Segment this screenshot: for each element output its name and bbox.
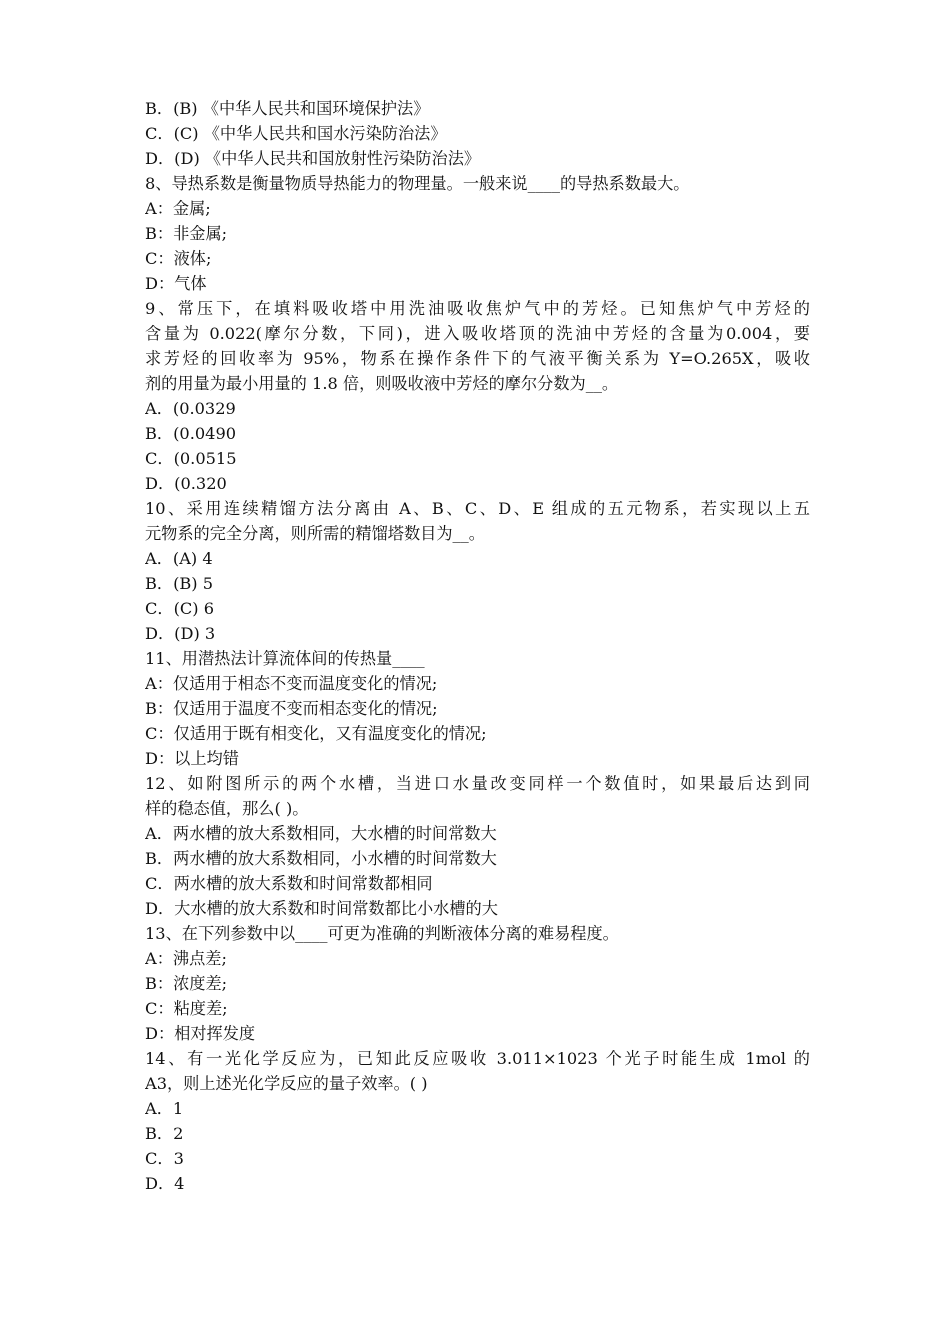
answer-option: C．(C) 《中华人民共和国水污染防治法》 [145, 124, 447, 143]
document-page [145, 96, 810, 1196]
answer-option: D：以上均错 [145, 749, 239, 768]
answer-option: A：金属; [145, 199, 211, 218]
answer-option: D．4 [145, 1174, 185, 1193]
answer-option: C：仅适用于既有相变化，又有温度变化的情况; [145, 724, 487, 743]
answer-option: A．(A) 4 [145, 549, 213, 568]
answer-option: D．(0.320 [145, 474, 227, 493]
answer-option: C．(0.0515 [145, 449, 237, 468]
question-text-line: 11、用潜热法计算流体间的传热量____ [145, 649, 425, 668]
answer-option: D．(D) 《中华人民共和国放射性污染防治法》 [145, 149, 481, 168]
answer-option: A．(0.0329 [145, 399, 236, 418]
answer-option: B．两水槽的放大系数相同，小水槽的时间常数大 [145, 849, 497, 868]
question-text-line: A3，则上述光化学反应的量子效率。( ) [145, 1074, 428, 1093]
answer-option: C：粘度差; [145, 999, 228, 1018]
question-text-line: 10、采用连续精馏方法分离由 A、B、C、D、E 组成的五元物系，若实现以上五 [145, 499, 810, 518]
answer-option: B．2 [145, 1124, 184, 1143]
answer-option: B：非金属; [145, 224, 228, 243]
question-text-line: 剂的用量为最小用量的 1.8 倍，则吸收液中芳烃的摩尔分数为__。 [145, 374, 619, 393]
answer-option: B：浓度差; [145, 974, 228, 993]
answer-option: C．两水槽的放大系数和时间常数都相同 [145, 874, 433, 893]
answer-option: C．(C) 6 [145, 599, 215, 618]
question-text-line: 9、常压下，在填料吸收塔中用洗油吸收焦炉气中的芳烃。已知焦炉气中芳烃的 [145, 299, 810, 318]
answer-option: B．(0.0490 [145, 424, 237, 443]
answer-option: A：沸点差; [145, 949, 227, 968]
question-text-line: 14、有一光化学反应为，已知此反应吸收 3.011×1023 个光子时能生成 1mol 的 [145, 1049, 810, 1068]
answer-option: D．大水槽的放大系数和时间常数都比小水槽的大 [145, 899, 498, 918]
question-text-line: 样的稳态值，那么( )。 [145, 799, 309, 818]
answer-option: B．(B) 《中华人民共和国环境保护法》 [145, 99, 430, 118]
answer-option: B．(B) 5 [145, 574, 214, 593]
question-text-line: 元物系的完全分离，则所需的精馏塔数目为__。 [145, 524, 485, 543]
answer-option: C：液体; [145, 249, 212, 268]
question-text-line: 13、在下列参数中以____可更为准确的判断液体分离的难易程度。 [145, 924, 619, 943]
answer-option: D：气体 [145, 274, 207, 293]
question-text-line: 求芳烃的回收率为 95%，物系在操作条件下的气液平衡关系为 Y=O.265X，吸收 [145, 349, 810, 368]
question-text-line: 12、如附图所示的两个水槽，当进口水量改变同样一个数值时，如果最后达到同 [145, 774, 810, 793]
question-text-line: 8、导热系数是衡量物质导热能力的物理量。一般来说____的导热系数最大。 [145, 174, 690, 193]
answer-option: D．(D) 3 [145, 624, 216, 643]
answer-option: C．3 [145, 1149, 184, 1168]
answer-option: A：仅适用于相态不变而温度变化的情况; [145, 674, 438, 693]
answer-option: A．1 [145, 1099, 184, 1118]
question-text-line: 含量为 0.022(摩尔分数，下同)，进入吸收塔顶的洗油中芳烃的含量为0.004，要 [145, 324, 810, 343]
answer-option: B：仅适用于温度不变而相态变化的情况; [145, 699, 438, 718]
answer-option: D：相对挥发度 [145, 1024, 256, 1043]
answer-option: A．两水槽的放大系数相同，大水槽的时间常数大 [145, 824, 497, 843]
